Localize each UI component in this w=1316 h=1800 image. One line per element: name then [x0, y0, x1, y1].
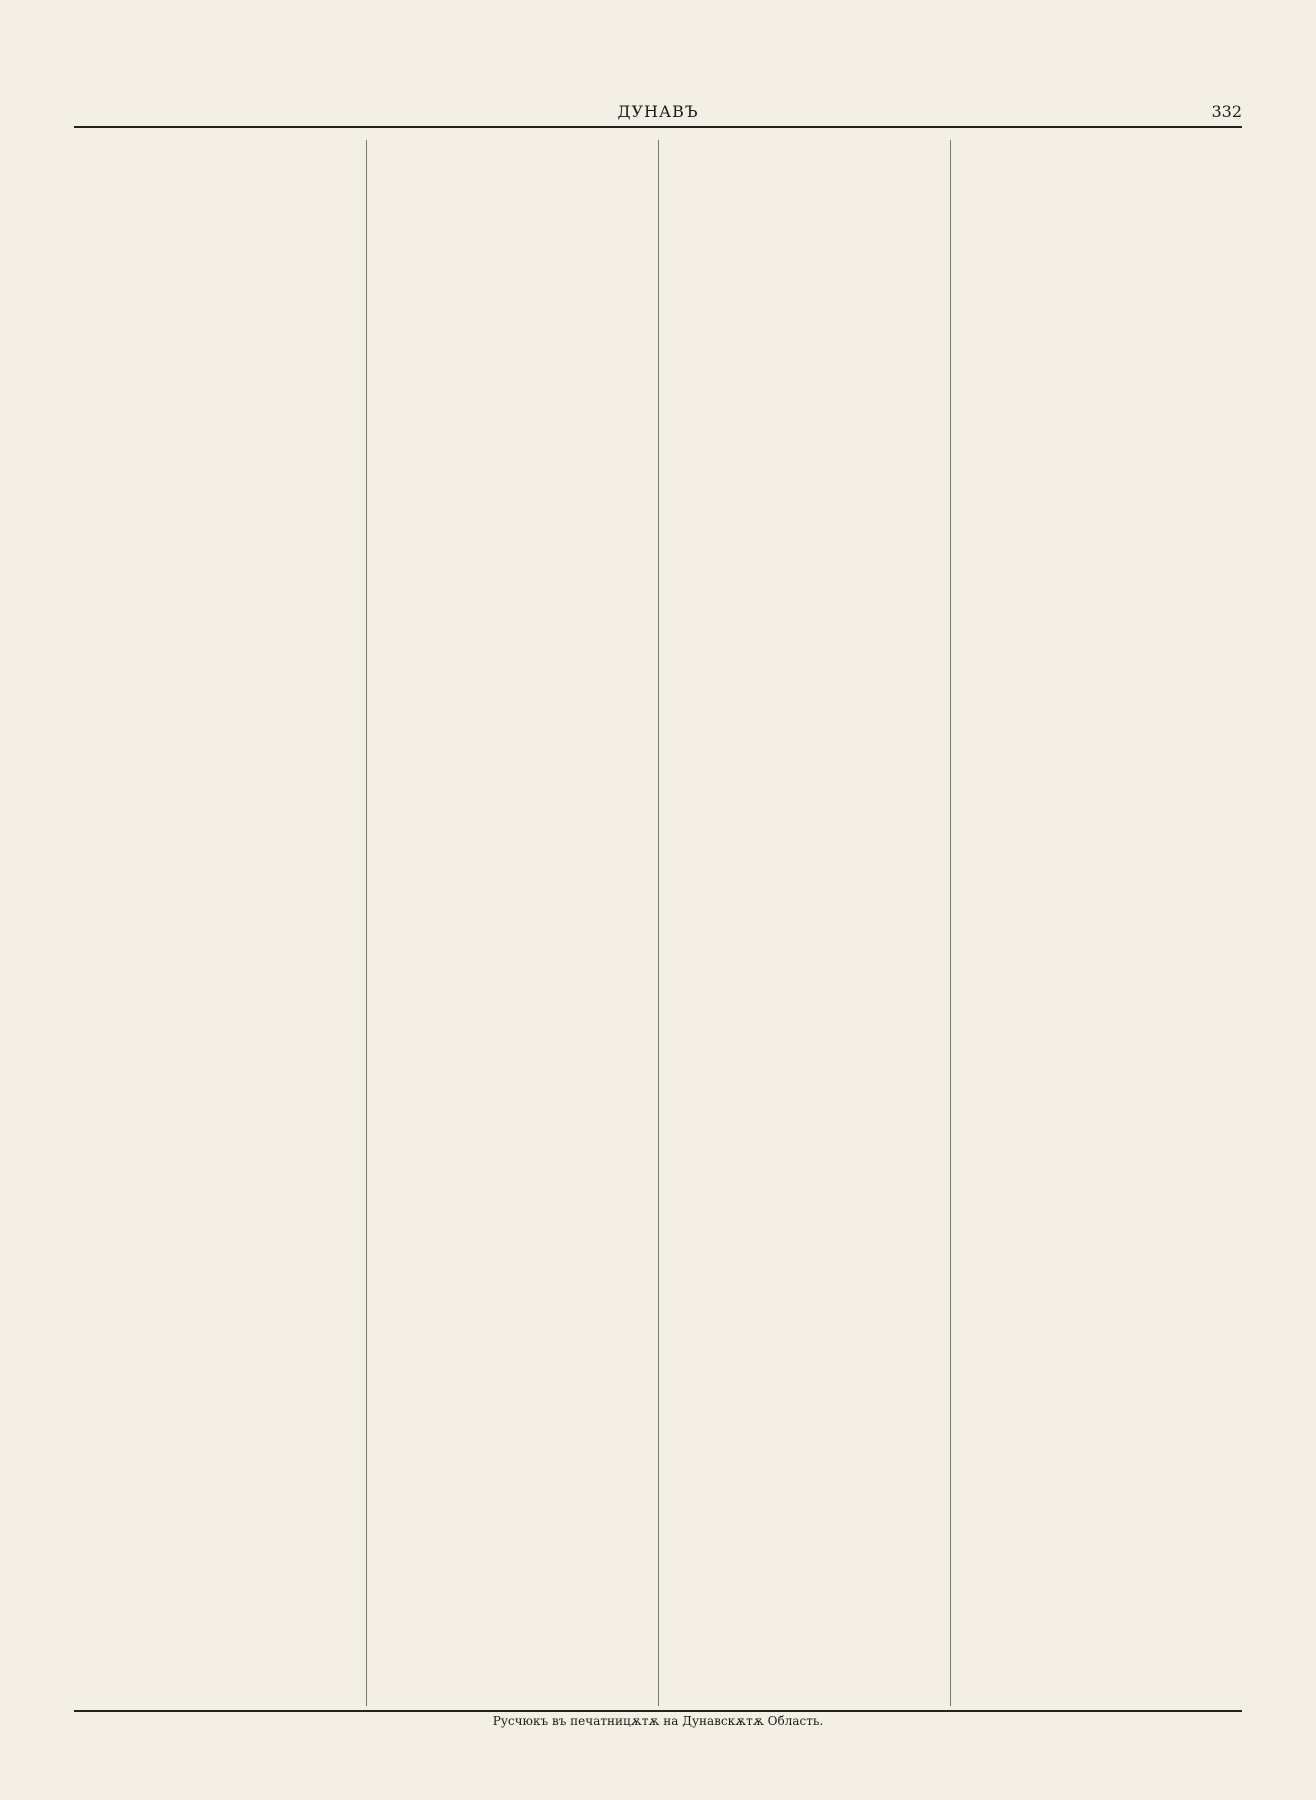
column-1	[74, 140, 366, 1706]
running-head	[74, 100, 1242, 128]
column-3	[658, 140, 950, 1706]
masthead-title: ДУНАВЪ	[617, 102, 699, 121]
footer-rule	[74, 1710, 1242, 1712]
column-2	[366, 140, 658, 1706]
column-4	[950, 140, 1242, 1706]
page-number: 332	[1211, 102, 1242, 121]
text-columns	[74, 140, 1242, 1706]
printer-imprint: Русчюкъ въ печатницѫтѫ на Дунавскѫтѫ Область.	[492, 1714, 824, 1728]
